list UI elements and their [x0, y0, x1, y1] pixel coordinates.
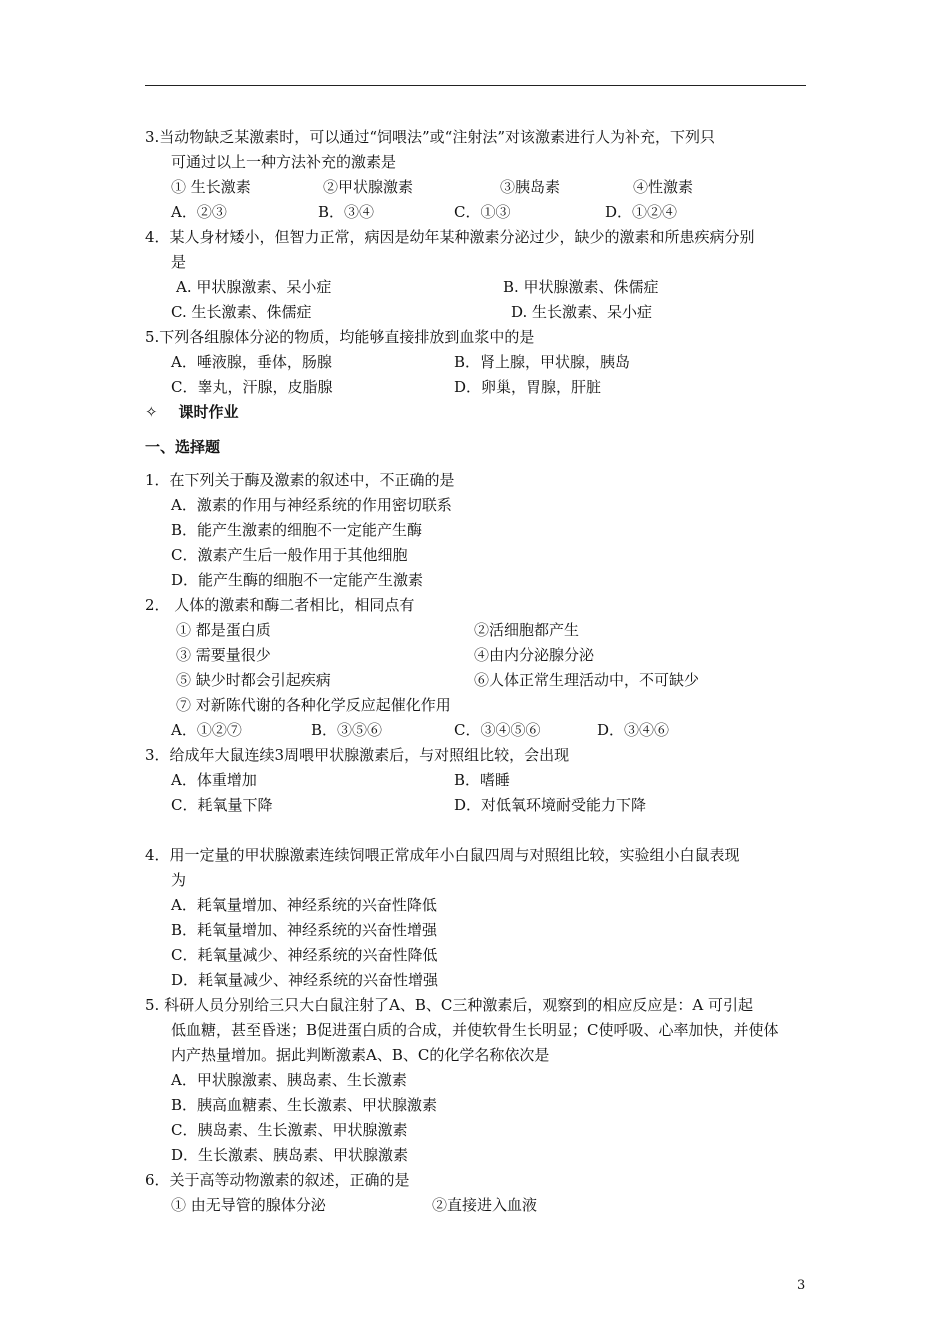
question-stem: 低血糖，甚至昏迷；B促进蛋白质的合成，并使软骨生长明显；C使呼吸、心率加快，并使体 — [171, 1021, 779, 1039]
option: C．耗氧量减少、神经系统的兴奋性降低 — [171, 946, 438, 964]
option: C．③④⑤⑥ — [454, 721, 541, 739]
question-stem: 4．某人身材矮小，但智力正常，病因是幼年某种激素分泌过少，缺少的激素和所患疾病分别 — [145, 228, 755, 246]
option: B．胰高血糖素、生长激素、甲状腺激素 — [171, 1096, 438, 1114]
subsection-heading: 一、选择题 — [145, 438, 221, 456]
question-stem: 为 — [171, 871, 187, 889]
option: B．③④ — [318, 203, 375, 221]
option: B．能产生激素的细胞不一定能产生酶 — [171, 521, 423, 539]
option: A. 甲状腺激素、呆小症 — [176, 278, 332, 296]
item: ②甲状腺激素 — [323, 178, 414, 196]
option: D．③④⑥ — [597, 721, 670, 739]
item: ⑦ 对新陈代谢的各种化学反应起催化作用 — [176, 696, 451, 714]
option: C．睾丸，汗腺，皮脂腺 — [171, 378, 333, 396]
option: D．卵巢，胃腺，肝脏 — [454, 378, 602, 396]
option: A．体重增加 — [171, 771, 257, 789]
question-stem: 可通过以上一种方法补充的激素是 — [171, 153, 397, 171]
option: A．唾液腺，垂体，肠腺 — [171, 353, 332, 371]
option: B．肾上腺，甲状腺，胰岛 — [454, 353, 631, 371]
section-title: 课时作业 — [178, 403, 239, 421]
item: ③胰岛素 — [500, 178, 561, 196]
question-stem: 6．关于高等动物激素的叙述，正确的是 — [145, 1171, 410, 1189]
option: C. 生长激素、侏儒症 — [171, 303, 312, 321]
option: A．耗氧量增加、神经系统的兴奋性降低 — [171, 896, 437, 914]
option: D. 生长激素、呆小症 — [511, 303, 653, 321]
question-stem: 3．给成年大鼠连续3周喂甲状腺激素后，与对照组比较，会出现 — [145, 746, 570, 764]
item: ① 都是蛋白质 — [176, 621, 271, 639]
section-heading — [145, 402, 238, 422]
option: A．甲状腺激素、胰岛素、生长激素 — [171, 1071, 407, 1089]
option: D．生长激素、胰岛素、甲状腺激素 — [171, 1146, 409, 1164]
item: ④性激素 — [633, 178, 694, 196]
option: C．激素产生后一般作用于其他细胞 — [171, 546, 408, 564]
header-rule — [145, 85, 806, 86]
item: ⑥人体正常生理活动中，不可缺少 — [474, 671, 700, 689]
sparkle-icon: ✧ — [145, 403, 158, 421]
option: D．对低氧环境耐受能力下降 — [454, 796, 647, 814]
question-stem: 4．用一定量的甲状腺激素连续饲喂正常成年小白鼠四周与对照组比较，实验组小白鼠表现 — [145, 846, 740, 864]
page-number: 3 — [797, 1278, 806, 1293]
option: C．耗氧量下降 — [171, 796, 273, 814]
option: C．胰岛素、生长激素、甲状腺激素 — [171, 1121, 408, 1139]
item: ③ 需要量很少 — [176, 646, 271, 664]
question-stem: 5. 科研人员分别给三只大白鼠注射了A、B、C三种激素后，观察到的相应反应是：A 可引起 — [145, 996, 754, 1014]
option: D．能产生酶的细胞不一定能产生激素 — [171, 571, 424, 589]
question-stem: 3.当动物缺乏某激素时，可以通过“饲喂法”或“注射法”对该激素进行人为补充，下列只 — [145, 128, 715, 146]
option: A．激素的作用与神经系统的作用密切联系 — [171, 496, 452, 514]
option: D．耗氧量减少、神经系统的兴奋性增强 — [171, 971, 439, 989]
question-stem: 是 — [171, 253, 187, 271]
item: ②直接进入血液 — [432, 1196, 538, 1214]
question-stem: 5.下列各组腺体分泌的物质，均能够直接排放到血浆中的是 — [145, 328, 535, 346]
option: B. 甲状腺激素、侏儒症 — [503, 278, 659, 296]
question-stem: 1．在下列关于酶及激素的叙述中，不正确的是 — [145, 471, 455, 489]
option: A．①②⑦ — [171, 721, 242, 739]
option: A．②③ — [171, 203, 227, 221]
option: B．③⑤⑥ — [311, 721, 383, 739]
item: ④由内分泌腺分泌 — [474, 646, 595, 664]
option: B．嗜睡 — [454, 771, 511, 789]
item: ① 由无导管的腺体分泌 — [171, 1196, 326, 1214]
item: ②活细胞都产生 — [474, 621, 580, 639]
option: B．耗氧量增加、神经系统的兴奋性增强 — [171, 921, 438, 939]
item: ⑤ 缺少时都会引起疾病 — [176, 671, 331, 689]
option: C．①③ — [454, 203, 511, 221]
question-stem: 2． 人体的激素和酶二者相比，相同点有 — [145, 596, 415, 614]
option: D．①②④ — [605, 203, 678, 221]
item: ① 生长激素 — [171, 178, 251, 196]
question-stem: 内产热量增加。据此判断激素A、B、C的化学名称依次是 — [171, 1046, 550, 1064]
